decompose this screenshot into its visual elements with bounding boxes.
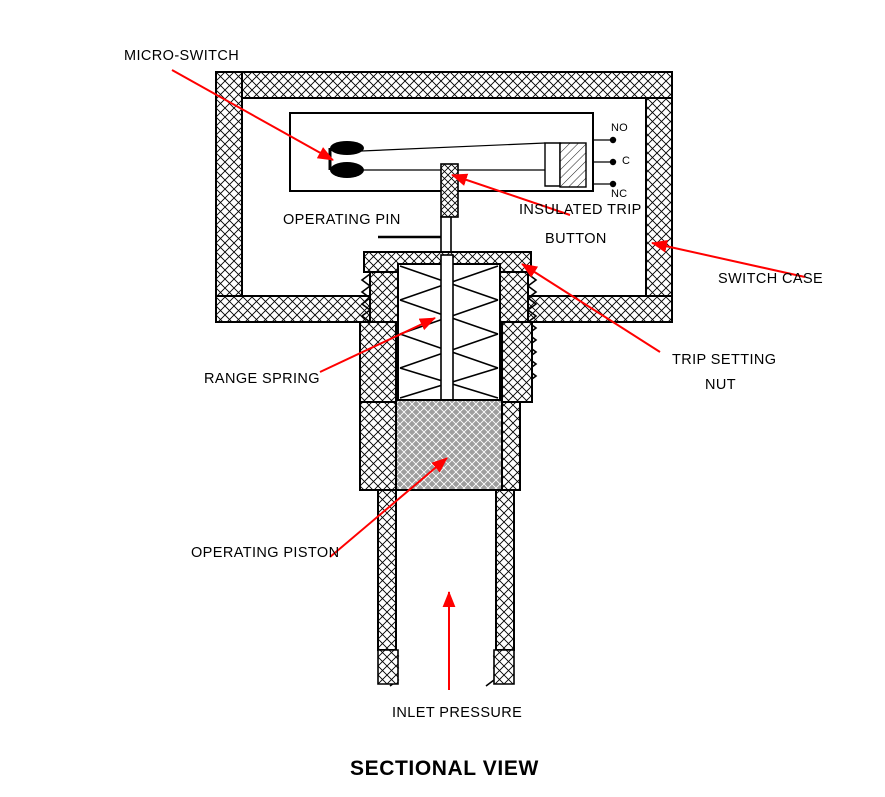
insulated-trip-button [441,164,458,217]
label-micro-switch: MICRO-SWITCH [124,48,240,64]
label-insulated-trip: INSULATED TRIP [519,202,642,218]
label-nut: NUT [705,377,737,393]
figure-title: SECTIONAL VIEW [350,757,539,780]
label-inlet-pressure: INLET PRESSURE [392,705,523,721]
terminal-label-c: C [622,155,631,167]
label-operating-piston: OPERATING PISTON [191,545,340,561]
label-button: BUTTON [545,231,607,247]
terminal-label-no: NO [611,122,628,134]
operating-piston [396,400,502,490]
terminal-label-nc: NC [611,188,628,200]
label-range-spring: RANGE SPRING [204,371,320,387]
label-trip-setting: TRIP SETTING [672,352,777,368]
label-switch-case: SWITCH CASE [718,271,824,287]
label-operating-pin: OPERATING PIN [283,212,401,228]
